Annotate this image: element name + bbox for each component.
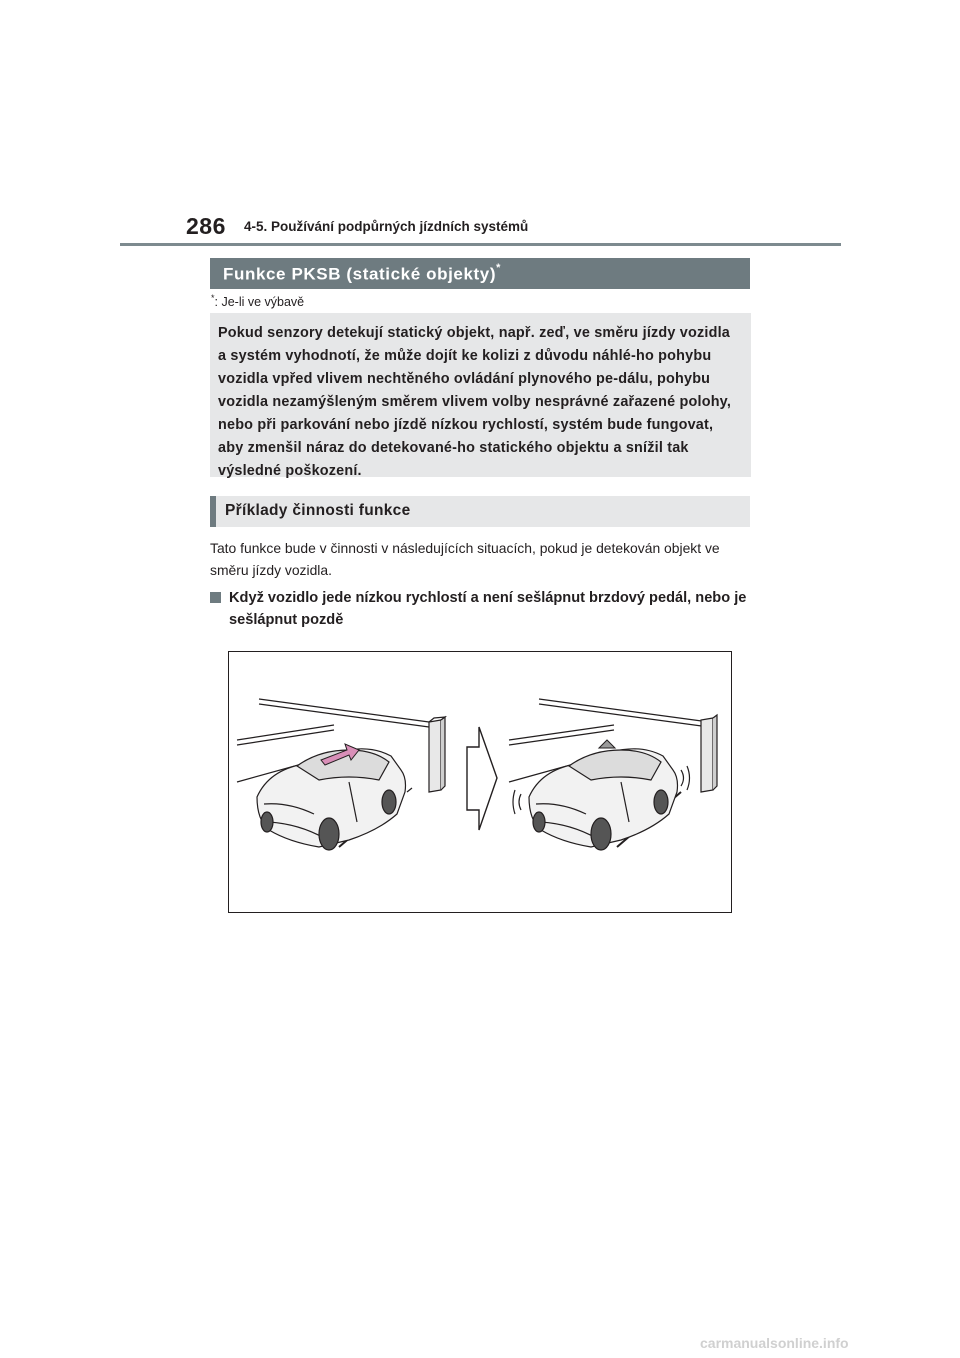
left-scene [237, 699, 445, 850]
parking-wall-illustration [229, 652, 731, 912]
page-number: 286 [186, 213, 226, 239]
header-rule [120, 243, 841, 246]
illustration-frame [228, 651, 732, 913]
subsection-title-bar [210, 496, 750, 527]
section-title-asterisk: * [496, 262, 501, 274]
intro-box [210, 313, 751, 477]
stop-indicator-icon [599, 740, 615, 748]
footnote-asterisk: * [211, 293, 215, 303]
watermark: carmanualsonline.info [700, 1335, 849, 1351]
section-title: Funkce PKSB (statické objekty) [223, 264, 497, 284]
section-title-bar [210, 258, 750, 289]
intro-text: Pokud senzory detekují statický objekt, např. zeď, ve směru jízdy vozidla a systém vyhodnotí, že může dojít ke kolizi z důvodu náhlé-ho pohybu vozidla vpřed vlivem nechtěného ovládání plynového pe-dálu, pohybu vozidla nezamýšleným směrem vlivem volby nesprávné zařazené polohy, nebo při parkování nebo jízdě nízkou rychlostí, systém bude fungovat, aby zmenšil náraz do detekované-ho statického objektu a snížil tak výsledné poškození. [218, 325, 732, 479]
bullet-item [210, 587, 755, 631]
transition-arrow-icon [467, 727, 497, 830]
subsection-title: Příklady činnosti funkce [225, 502, 411, 519]
right-scene [509, 699, 717, 850]
body-paragraph: Tato funkce bude v činnosti v následujících situacích, pokud je detekován objekt ve směru jízdy vozidla. [210, 540, 720, 578]
bullet-text: Když vozidlo jede nízkou rychlostí a není sešlápnut brzdový pedál, nebo je sešlápnut pozdě [229, 590, 747, 628]
square-bullet-icon [210, 592, 221, 603]
running-head: 4-5. Používání podpůrných jízdních systémů [244, 219, 529, 234]
availability-footnote [211, 293, 304, 309]
footnote-text: : Je-li ve výbavě [214, 295, 305, 310]
